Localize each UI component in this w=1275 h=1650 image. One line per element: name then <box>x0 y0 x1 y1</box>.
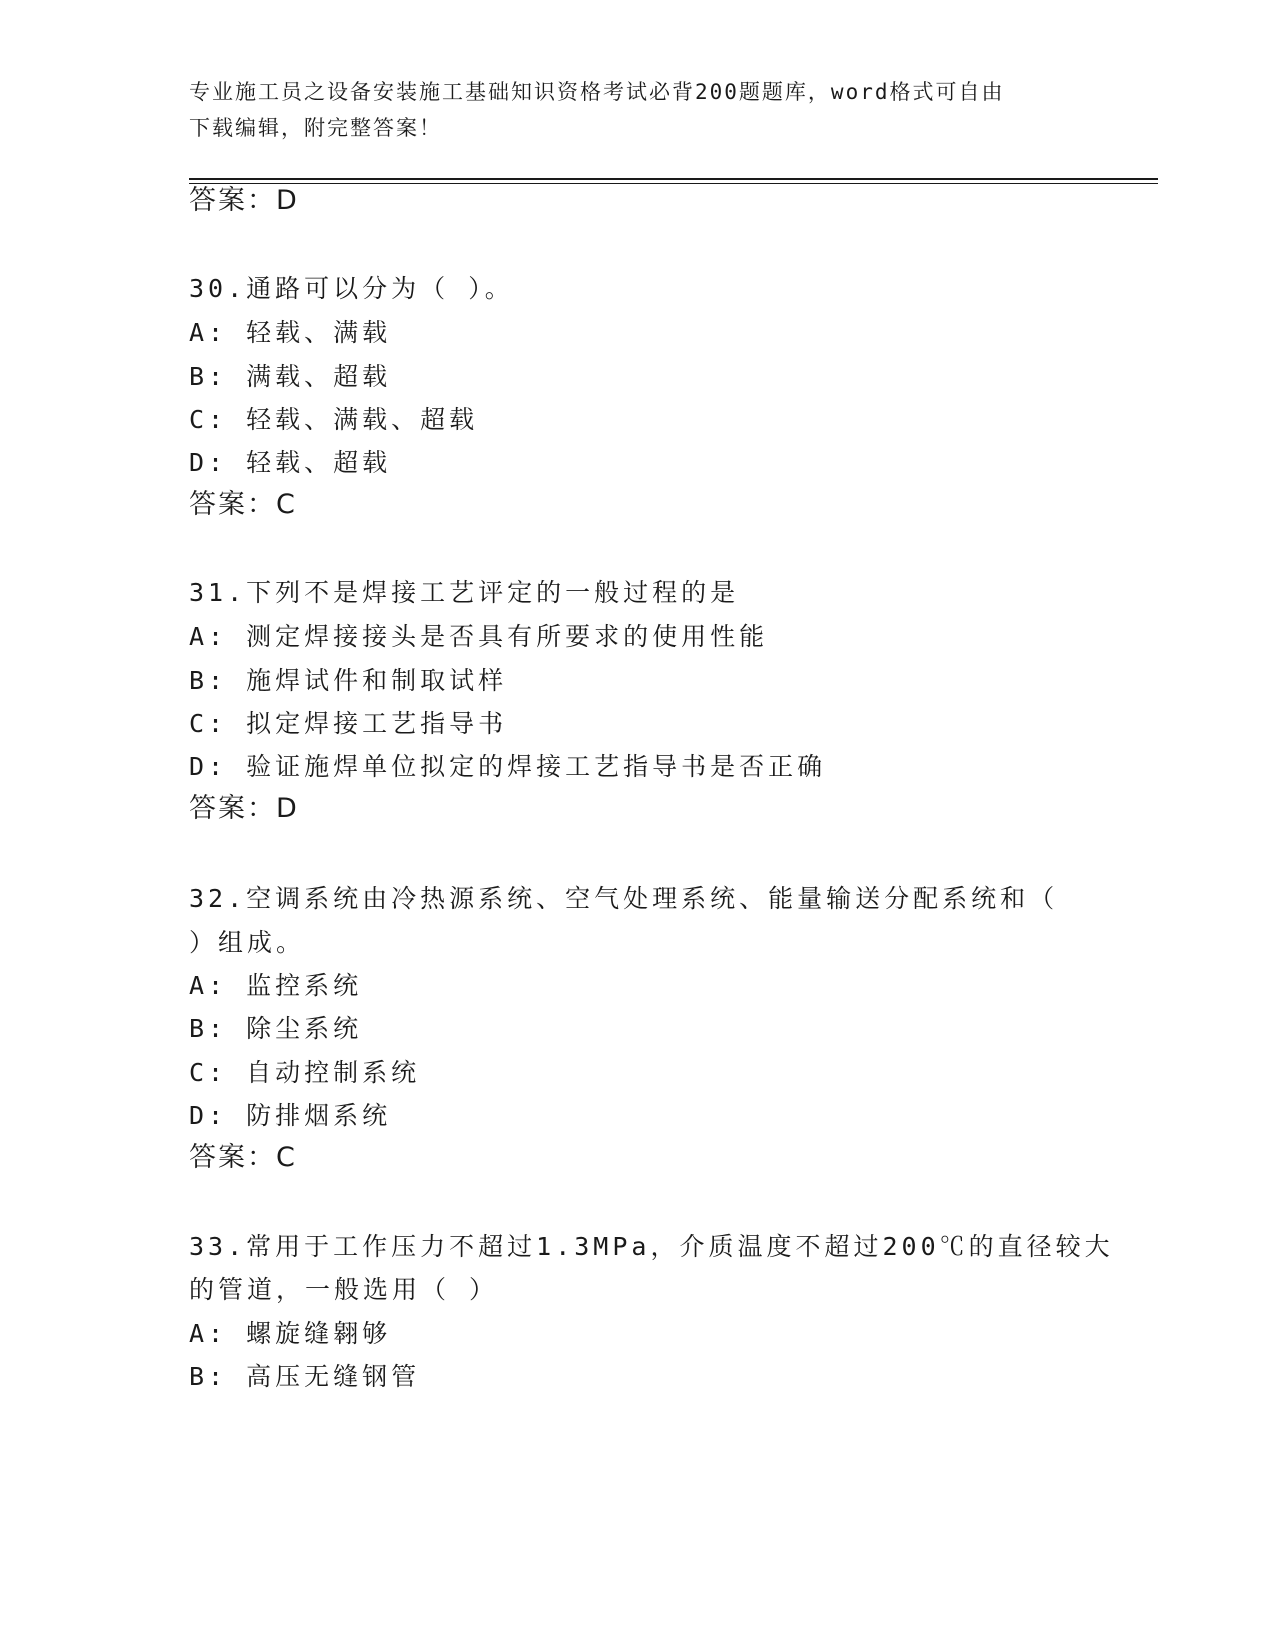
question-31-option-b: B: 施焊试件和制取试样 <box>189 666 508 695</box>
question-31-stem: 31.下列不是焊接工艺评定的一般过程的是 <box>189 578 740 607</box>
header-divider-thin <box>189 183 1158 184</box>
question-33-option-b: B: 高压无缝钢管 <box>189 1362 421 1391</box>
question-31-option-c: C: 拟定焊接工艺指导书 <box>189 709 508 738</box>
question-30-answer: 答案：C <box>189 489 297 520</box>
document-header <box>189 74 1089 146</box>
question-31-option-d: D: 验证施焊单位拟定的焊接工艺指导书是否正确 <box>189 752 827 781</box>
question-30-option-a: A: 轻载、满载 <box>189 318 392 347</box>
header-line-2: 下载编辑，附完整答案！ <box>189 116 442 140</box>
question-32-option-d: D: 防排烟系统 <box>189 1101 392 1130</box>
header-line-1: 专业施工员之设备安装施工基础知识资格考试必背200题题库，word格式可自由 <box>189 80 1005 104</box>
question-33-option-a: A: 螺旋缝翱够 <box>189 1319 392 1348</box>
question-32-option-a: A: 监控系统 <box>189 971 363 1000</box>
question-32-stem-line-2: ）组成。 <box>189 928 306 957</box>
question-30-stem: 30.通路可以分为（ ）。 <box>189 274 514 303</box>
question-30-option-b: B: 满载、超载 <box>189 362 392 391</box>
question-33-stem-line-2: 的管道，一般选用（ ） <box>189 1275 499 1304</box>
question-32-option-b: B: 除尘系统 <box>189 1014 363 1043</box>
question-30-option-d: D: 轻载、超载 <box>189 448 392 477</box>
question-31-answer: 答案：D <box>189 793 299 824</box>
question-32-option-c: C: 自动控制系统 <box>189 1058 421 1087</box>
header-divider-thick <box>189 178 1158 180</box>
question-32-stem-line-1: 32.空调系统由冷热源系统、空气处理系统、能量输送分配系统和（ <box>189 884 1059 913</box>
question-33-stem-line-1: 33.常用于工作压力不超过1.3MPa，介质温度不超过200℃的直径较大 <box>189 1232 1114 1261</box>
previous-answer: 答案：D <box>189 185 299 216</box>
question-30-option-c: C: 轻载、满载、超载 <box>189 405 479 434</box>
question-31-option-a: A: 测定焊接接头是否具有所要求的使用性能 <box>189 622 769 651</box>
question-32-answer: 答案：C <box>189 1142 297 1173</box>
